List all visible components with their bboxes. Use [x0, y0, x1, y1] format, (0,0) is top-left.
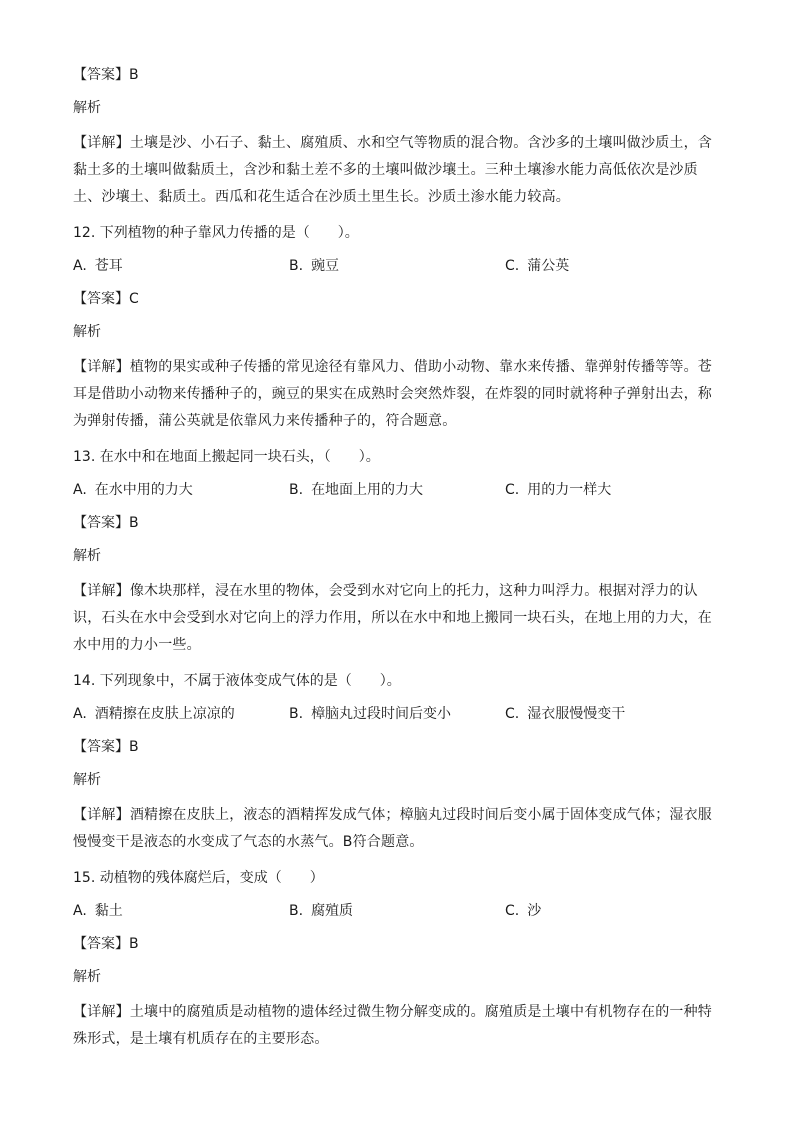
option-letter: B.: [289, 482, 304, 498]
option-letter: A.: [73, 258, 87, 274]
analysis-label: 解析: [73, 969, 101, 985]
option-letter: A.: [73, 706, 87, 722]
option-text: 在水中用的力大: [94, 482, 193, 498]
option-a: [73, 703, 289, 725]
option-letter: C.: [505, 903, 520, 919]
question-number: 12.: [73, 225, 96, 241]
option-text: 湿衣服慢慢变干: [527, 706, 626, 722]
option-b: [289, 479, 505, 501]
option-letter: A.: [73, 482, 87, 498]
question-block-15: [73, 867, 723, 1053]
question-stem: [73, 446, 723, 468]
detail-paragraph: [73, 999, 723, 1053]
detail-paragraph: [73, 130, 723, 211]
option-letter: B.: [289, 706, 304, 722]
option-letter: B.: [289, 903, 304, 919]
option-row: [73, 900, 723, 922]
answer-tag: 【答案】: [73, 515, 129, 531]
option-letter: C.: [505, 706, 520, 722]
answer-value: B: [129, 739, 139, 755]
answer-value: B: [129, 936, 139, 952]
detail-paragraph: [73, 802, 723, 856]
question-number: 14.: [73, 673, 96, 689]
answer-value: C: [129, 291, 139, 307]
option-letter: C.: [505, 258, 520, 274]
option-c: [505, 703, 721, 725]
question-stem: [73, 670, 723, 692]
question-text: 动植物的残体腐烂后，变成（ ）: [99, 870, 324, 886]
document-page: [73, 64, 723, 1064]
option-text: 腐殖质: [311, 903, 354, 919]
answer-tag: 【答案】: [73, 67, 129, 83]
answer-line: [73, 512, 723, 534]
option-c: [505, 255, 721, 277]
option-row: [73, 255, 723, 277]
analysis-label: 解析: [73, 772, 101, 788]
option-letter: C.: [505, 482, 520, 498]
detail-tag: 【详解】: [73, 359, 130, 375]
option-a: [73, 479, 289, 501]
answer-tag: 【答案】: [73, 739, 129, 755]
option-row: [73, 479, 723, 501]
answer-line: [73, 64, 723, 86]
detail-paragraph: [73, 354, 723, 435]
answer-tag: 【答案】: [73, 291, 129, 307]
analysis-label: 解析: [73, 324, 101, 340]
detail-tag: 【详解】: [73, 1004, 130, 1020]
answer-value: B: [129, 67, 139, 83]
option-text: 黏土: [94, 903, 123, 919]
analysis-label: 解析: [73, 100, 101, 116]
option-text: 蒲公英: [527, 258, 570, 274]
option-text: 在地面上用的力大: [311, 482, 424, 498]
answer-line: [73, 933, 723, 955]
question-stem: [73, 222, 723, 244]
question-number: 15.: [73, 870, 96, 886]
analysis-label: 解析: [73, 548, 101, 564]
detail-text: 土壤是沙、小石子、黏土、腐殖质、水和空气等物质的混合物。含沙多的土壤叫做沙质土，含黏土多的土壤叫做黏质土，含沙和黏土差不多的土壤叫做沙壤土。三种土壤渗水能力高低依次是沙质土、沙壤土、黏质土。西瓜和花生适合在沙质土里生长。沙质土渗水能力较高。: [73, 135, 713, 205]
option-b: [289, 255, 505, 277]
question-text: 在水中和在地面上搬起同一块石头，（ ）。: [99, 449, 380, 465]
detail-tag: 【详解】: [73, 807, 130, 823]
option-text: 沙: [527, 903, 542, 919]
option-text: 樟脑丸过段时间后变小: [311, 706, 452, 722]
answer-line: [73, 288, 723, 310]
option-text: 酒精擦在皮肤上凉凉的: [94, 706, 235, 722]
option-text: 苍耳: [94, 258, 123, 274]
option-b: [289, 900, 505, 922]
detail-tag: 【详解】: [73, 135, 130, 151]
answer-line: [73, 736, 723, 758]
option-a: [73, 255, 289, 277]
option-a: [73, 900, 289, 922]
option-letter: A.: [73, 903, 87, 919]
answer-block-11: [73, 64, 723, 211]
answer-tag: 【答案】: [73, 936, 129, 952]
option-b: [289, 703, 505, 725]
detail-text: 植物的果实或种子传播的常见途径有靠风力、借助小动物、靠水来传播、靠弹射传播等等。苍耳是借助小动物来传播种子的，豌豆的果实在成熟时会突然炸裂，在炸裂的同时就将种子弹射出去，称为弹射传播，蒲公英就是依靠风力来传播种子的，符合题意。: [73, 359, 713, 429]
question-text: 下列现象中，不属于液体变成气体的是（ ）。: [99, 673, 401, 689]
question-block-13: [73, 446, 723, 659]
question-block-14: [73, 670, 723, 856]
question-text: 下列植物的种子靠风力传播的是（ ）。: [99, 225, 359, 241]
option-letter: B.: [289, 258, 304, 274]
detail-text: 像木块那样，浸在水里的物体，会受到水对它向上的托力，这种力叫浮力。根据对浮力的认识，石头在水中会受到水对它向上的浮力作用，所以在水中和地上搬同一块石头，在地上用的力大，在水中用的力小一些。: [73, 583, 712, 653]
detail-text: 酒精擦在皮肤上，液态的酒精挥发成气体；樟脑丸过段时间后变小属于固体变成气体；湿衣服慢慢变干是液态的水变成了气态的水蒸气。B符合题意。: [73, 807, 713, 850]
question-number: 13.: [73, 449, 96, 465]
detail-text: 土壤中的腐殖质是动植物的遗体经过微生物分解变成的。腐殖质是土壤中有机物存在的一种特殊形式，是土壤有机质存在的主要形态。: [73, 1004, 713, 1047]
detail-tag: 【详解】: [73, 583, 130, 599]
option-text: 豌豆: [311, 258, 340, 274]
detail-paragraph: [73, 578, 723, 659]
question-stem: [73, 867, 723, 889]
option-text: 用的力一样大: [527, 482, 612, 498]
option-c: [505, 479, 721, 501]
option-row: [73, 703, 723, 725]
answer-value: B: [129, 515, 139, 531]
option-c: [505, 900, 721, 922]
question-block-12: [73, 222, 723, 435]
